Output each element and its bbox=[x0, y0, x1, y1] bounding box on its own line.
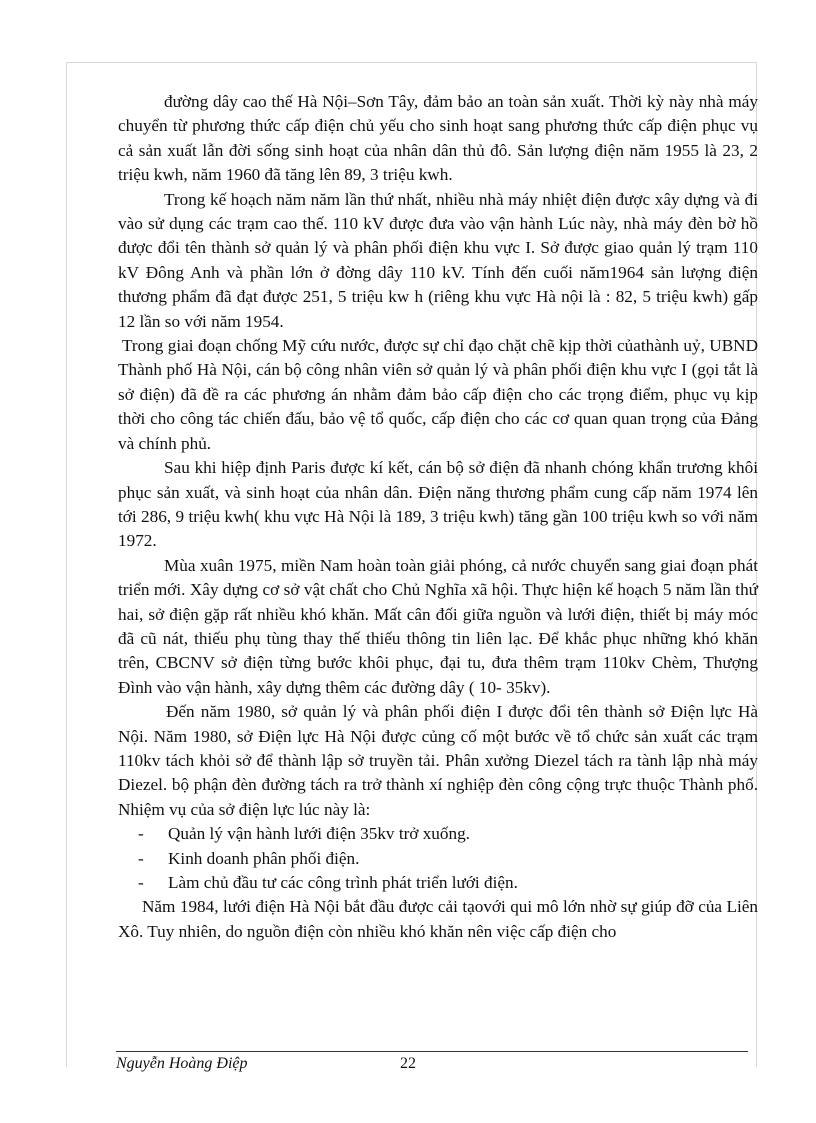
list-item-text: Kinh doanh phân phối điện. bbox=[168, 848, 360, 868]
list-bullet: - bbox=[138, 824, 144, 844]
page-border-left bbox=[66, 62, 67, 1067]
page-border-top bbox=[66, 62, 756, 63]
list-item bbox=[118, 871, 758, 895]
page-number: 22 bbox=[400, 1055, 416, 1072]
body-text bbox=[118, 90, 758, 944]
paragraph: Sau khi hiệp định Paris được kí kết, cán bộ sở điện đã nhanh chóng khẩn trương khôi phục sản xuất, và sinh hoạt của nhân dân. Điện năng thương phẩm cung cấp năm 1974 lên tới 286, 9 triệu kwh( khu vực Hà Nội là 189, 3 triệu kwh) tăng gần 100 triệu kwh so với năm 1972. bbox=[118, 458, 758, 551]
footer-divider bbox=[116, 1051, 748, 1052]
list-item bbox=[118, 822, 758, 846]
list-item-text: Quản lý vận hành lưới điện 35kv trở xuống. bbox=[168, 824, 470, 844]
paragraph: Trong giai đoạn chống Mỹ cứu nước, được sự chỉ đạo chặt chẽ kịp thời củathành uỷ, UBND Thành phố Hà Nội, cán bộ công nhân viên sở quản lý và phân phối điện khu vực I (gọi tắt là sở điện) đã đề ra các phương án nhằm đảm bảo cấp điện cho các trọng điểm, phục vụ kịp thời cho công tác chiến đấu, bảo vệ tổ quốc, cấp điện cho các cơ quan quan trọng của Đảng và chính phủ. bbox=[118, 336, 758, 453]
paragraph: Trong kế hoạch năm năm lần thứ nhất, nhiều nhà máy nhiệt điện được xây dựng và đi vào sử dụng các trạm cao thế. 110 kV được đưa vào vận hành Lúc này, nhà máy đèn bờ hồ được đổi tên thành sở quản lý và phân phối điện khu vực I. Sở được giao quản lý trạm 110 kV Đông Anh và phần lớn ở đờng dây 110 kV. Tính đến cuối năm1964 sản lượng điện thương phẩm đã đạt được 251, 5 triệu kw h (riêng khu vực Hà nội là : 82, 5 triệu kwh) gấp 12 lần so với năm 1954. bbox=[118, 189, 758, 331]
paragraph: Mùa xuân 1975, miền Nam hoàn toàn giải phóng, cả nước chuyển sang giai đoạn phát triển mới. Xây dựng cơ sở vật chất cho Chủ Nghĩa xã hội. Thực hiện kế hoạch 5 năm lần thứ hai, sở điện gặp rất nhiều khó khăn. Mất cân đối giữa nguồn và lưới điện, thiết bị máy móc đã cũ nát, thiếu phụ tùng thay thế thiếu thông tin liên lạc. Để khắc phục những khó khăn trên, CBCNV sở điện từng bước khôi phục, đại tu, đưa thêm trạm 110kv Chèm, Thượng Đình vào vận hành, xây dựng thêm các đường dây ( 10- 35kv). bbox=[118, 555, 758, 697]
paragraph: Đến năm 1980, sở quản lý và phân phối điện I được đổi tên thành sở Điện lực Hà Nội. Năm 1980, sở Điện lực Hà Nội được củng cố một bước về tổ chức sản xuất các trạm 110kv tách khỏi sở để thành lập sở truyền tải. Phân xưởng Diezel tách ra tành lập nhà máy Diezel. bộ phận đèn đường tách ra trở thành xí nghiệp đèn công cộng trực thuộc Thành phố. Nhiệm vụ của sở điện lực lúc này là: bbox=[118, 702, 758, 819]
paragraph: Năm 1984, lưới điện Hà Nội bắt đầu được cải tạovới qui mô lớn nhờ sự giúp đỡ của Liên Xô. Tuy nhiên, do nguồn điện còn nhiều khó khăn nên việc cấp điện cho bbox=[118, 897, 758, 941]
paragraph: đường dây cao thế Hà Nội–Sơn Tây, đảm bảo an toàn sản xuất. Thời kỳ này nhà máy chuyển từ phương thức cấp điện chủ yếu cho sinh hoạt sang phương thức cấp điện phục vụ cả sản xuất lẫn đời sống sinh hoạt của nhân dân thủ đô. Sản lượng điện năm 1955 là 23, 2 triệu kwh, năm 1960 đã tăng lên 89, 3 triệu kwh. bbox=[118, 92, 758, 185]
list-bullet: - bbox=[138, 873, 144, 892]
list-item-text: Làm chủ đầu tư các công trình phát triển lưới điện. bbox=[168, 873, 518, 892]
footer-author: Nguyễn Hoàng Điệp bbox=[116, 1055, 248, 1072]
list-bullet: - bbox=[138, 848, 144, 868]
list-item bbox=[118, 847, 758, 871]
task-list bbox=[118, 822, 758, 895]
